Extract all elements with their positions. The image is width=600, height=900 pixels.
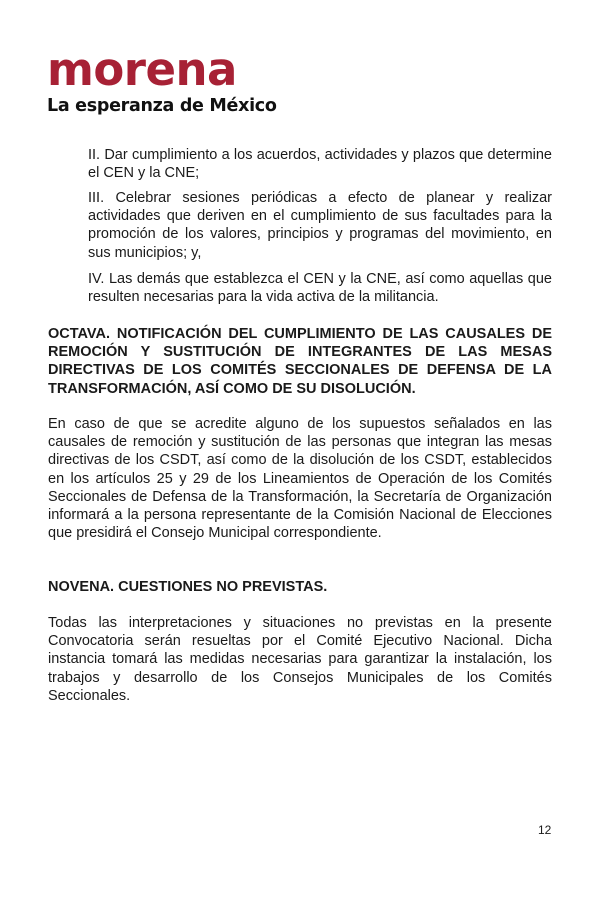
page-number: 12 [538,823,552,837]
paragraph-novena: Todas las interpretaciones y situaciones no previstas en la presente Convocatoria serán resueltas por el Comité Ejecutivo Nacional. Dicha instancia tomará las medidas necesarias para garantizar la instalación, los trabajos y desarrollo de los Consejos Municipales de los Comités Seccionales. [48,615,552,704]
section-heading-octava: OCTAVA. NOTIFICACIÓN DEL CUMPLIMIENTO DE LAS CAUSALES DE REMOCIÓN Y SUSTITUCIÓN DE INTEGRANTES DE LAS MESAS DIRECTIVAS DE LOS COMITÉS SECCIONALES DE DEFENSA DE LA TRANSFORMACIÓN, ASÍ COMO DE SU DISOLUCIÓN. [48,326,552,397]
list-item-ii: II. Dar cumplimiento a los acuerdos, actividades y plazos que determine el CEN y la CNE; [88,147,552,182]
list-item-iv: IV. Las demás que establezca el CEN y la CNE, así como aquellas que resulten necesarias para la vida activa de la militancia. [88,271,552,306]
logo-tagline: La esperanza de México [47,96,277,116]
list-item-iii: III. Celebrar sesiones periódicas a efecto de planear y realizar actividades que deriven en el cumplimiento de sus facultades para la promoción de los valores, principios y programas del movimiento, en sus municipios; y, [88,190,552,261]
paragraph-octava: En caso de que se acredite alguno de los supuestos señalados en las causales de remoción y sustitución de las personas que integran las mesas directivas de los CSDT, así como de la disolución de los CSDT, establecidos en los artículos 25 y 29 de los Lineamientos de Operación de los Comités Seccionales de Defensa de la Transformación, la Secretaría de Organización informará a la persona representante de la Comisión Nacional de Elecciones que presidirá el Consejo Municipal correspondiente. [48,416,552,542]
section-heading-novena: NOVENA. CUESTIONES NO PREVISTAS. [48,579,328,595]
morena-logo [47,43,277,116]
logo-wordmark: morena [47,43,237,96]
